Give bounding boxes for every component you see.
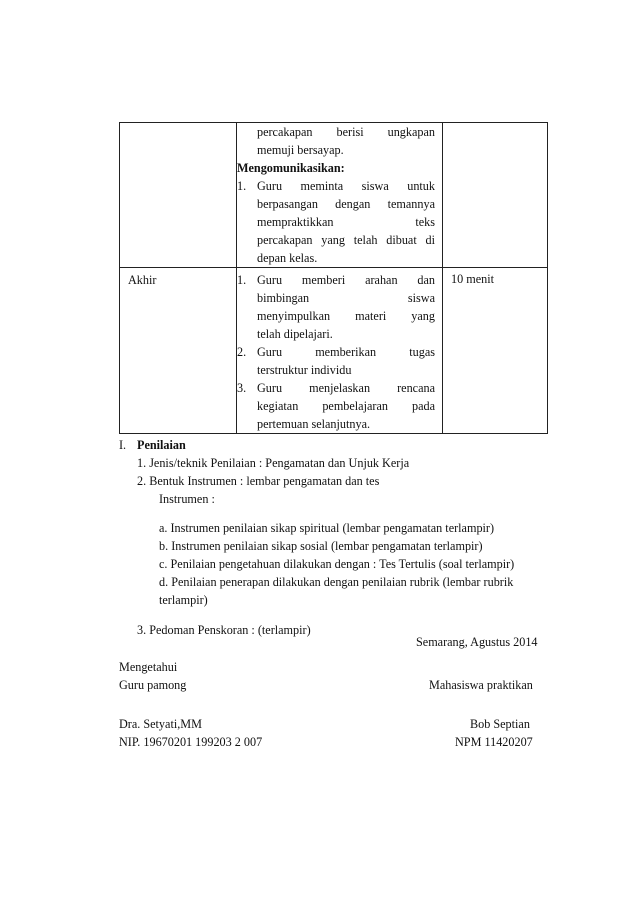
list-item bbox=[237, 177, 435, 267]
stage-label bbox=[120, 123, 236, 126]
step-line: percakapan yang telah dibuat di bbox=[257, 233, 435, 247]
place-date: Semarang, Agustus 2014 bbox=[416, 635, 538, 649]
activity-cell bbox=[237, 123, 443, 268]
right-signer-id: NPM 11420207 bbox=[455, 735, 533, 749]
assessment-item-scoring-guide: 3. Pedoman Penskoran : (terlampir) bbox=[137, 623, 311, 637]
activity-content bbox=[237, 268, 442, 433]
instrument-item-c: c. Penilaian pengetahuan dilakukan dengan : Tes Tertulis (soal terlampir) bbox=[159, 557, 515, 571]
step-number: 2. bbox=[237, 345, 247, 359]
list-item bbox=[237, 343, 435, 379]
left-signer-name: Dra. Setyati,MM bbox=[119, 717, 202, 731]
stage-cell bbox=[120, 123, 237, 268]
section-heading bbox=[119, 436, 559, 454]
list-item bbox=[237, 271, 435, 343]
step-number: 1. bbox=[237, 273, 247, 287]
step-line: mempraktikkan teks bbox=[257, 215, 435, 229]
left-signer-role: Guru pamong bbox=[119, 678, 187, 692]
lesson-activity-table bbox=[119, 122, 548, 434]
step-line: Guru meminta siswa untuk bbox=[257, 179, 435, 193]
activity-steps bbox=[237, 271, 435, 433]
step-line: telah dipelajari. bbox=[257, 327, 333, 341]
instrument-item-b: b. Instrumen penilaian sikap sosial (lembar pengamatan terlampir) bbox=[159, 539, 483, 553]
duration-label: 10 menit bbox=[451, 272, 494, 286]
duration-cell bbox=[443, 123, 548, 268]
step-number: 3. bbox=[237, 381, 247, 395]
activity-cell bbox=[237, 268, 443, 434]
right-signer-name: Bob Septian bbox=[470, 717, 530, 731]
step-line: bimbingan siswa bbox=[257, 291, 435, 305]
stage-label: Akhir bbox=[128, 273, 157, 287]
instrument-label: Instrumen : bbox=[159, 492, 215, 506]
activity-content bbox=[237, 123, 442, 267]
instrument-item-d-continued: terlampir) bbox=[159, 593, 208, 607]
duration-label bbox=[443, 123, 547, 125]
step-line: berpasangan dengan temannya bbox=[257, 197, 435, 211]
list-item bbox=[237, 379, 435, 433]
step-line: Guru menjelaskan rencana bbox=[257, 381, 435, 395]
table-row bbox=[120, 268, 548, 434]
right-signer-role: Mahasiswa praktikan bbox=[429, 678, 533, 692]
step-line: depan kelas. bbox=[257, 251, 318, 265]
left-signer-id: NIP. 19670201 199203 2 007 bbox=[119, 735, 263, 749]
activity-steps bbox=[237, 177, 435, 267]
step-line: menyimpulkan materi yang bbox=[257, 309, 435, 323]
step-line: Guru memberikan tugas bbox=[257, 345, 435, 359]
assessment-item-instrument-form: 2. Bentuk Instrumen : lembar pengamatan dan tes bbox=[137, 474, 380, 488]
stage-cell bbox=[120, 268, 237, 434]
activity-heading bbox=[217, 159, 435, 177]
section-title: Penilaian bbox=[137, 438, 186, 452]
activity-line: percakapan berisi ungkapan bbox=[257, 125, 435, 139]
acknowledgement-label: Mengetahui bbox=[119, 660, 178, 674]
activity-line: memuji bersayap. bbox=[257, 143, 344, 157]
assessment-section bbox=[119, 436, 559, 639]
duration-cell bbox=[443, 268, 548, 434]
step-line: kegiatan pembelajaran pada bbox=[257, 399, 435, 413]
table-row bbox=[120, 123, 548, 268]
activity-heading-text: Mengomunikasikan: bbox=[237, 161, 345, 175]
step-line: terstruktur individu bbox=[257, 363, 352, 377]
step-line: pertemuan selanjutnya. bbox=[257, 417, 371, 431]
step-line: Guru memberi arahan dan bbox=[257, 273, 435, 287]
instrument-item-a: a. Instrumen penilaian sikap spiritual (lembar pengamatan terlampir) bbox=[159, 521, 495, 535]
section-letter: I. bbox=[119, 438, 127, 452]
assessment-item-technique: 1. Jenis/teknik Penilaian : Pengamatan dan Unjuk Kerja bbox=[137, 456, 410, 470]
instrument-item-d: d. Penilaian penerapan dilakukan dengan penilaian rubrik (lembar rubrik bbox=[159, 575, 514, 589]
instrument-list bbox=[119, 519, 559, 609]
step-number: 1. bbox=[237, 179, 247, 193]
